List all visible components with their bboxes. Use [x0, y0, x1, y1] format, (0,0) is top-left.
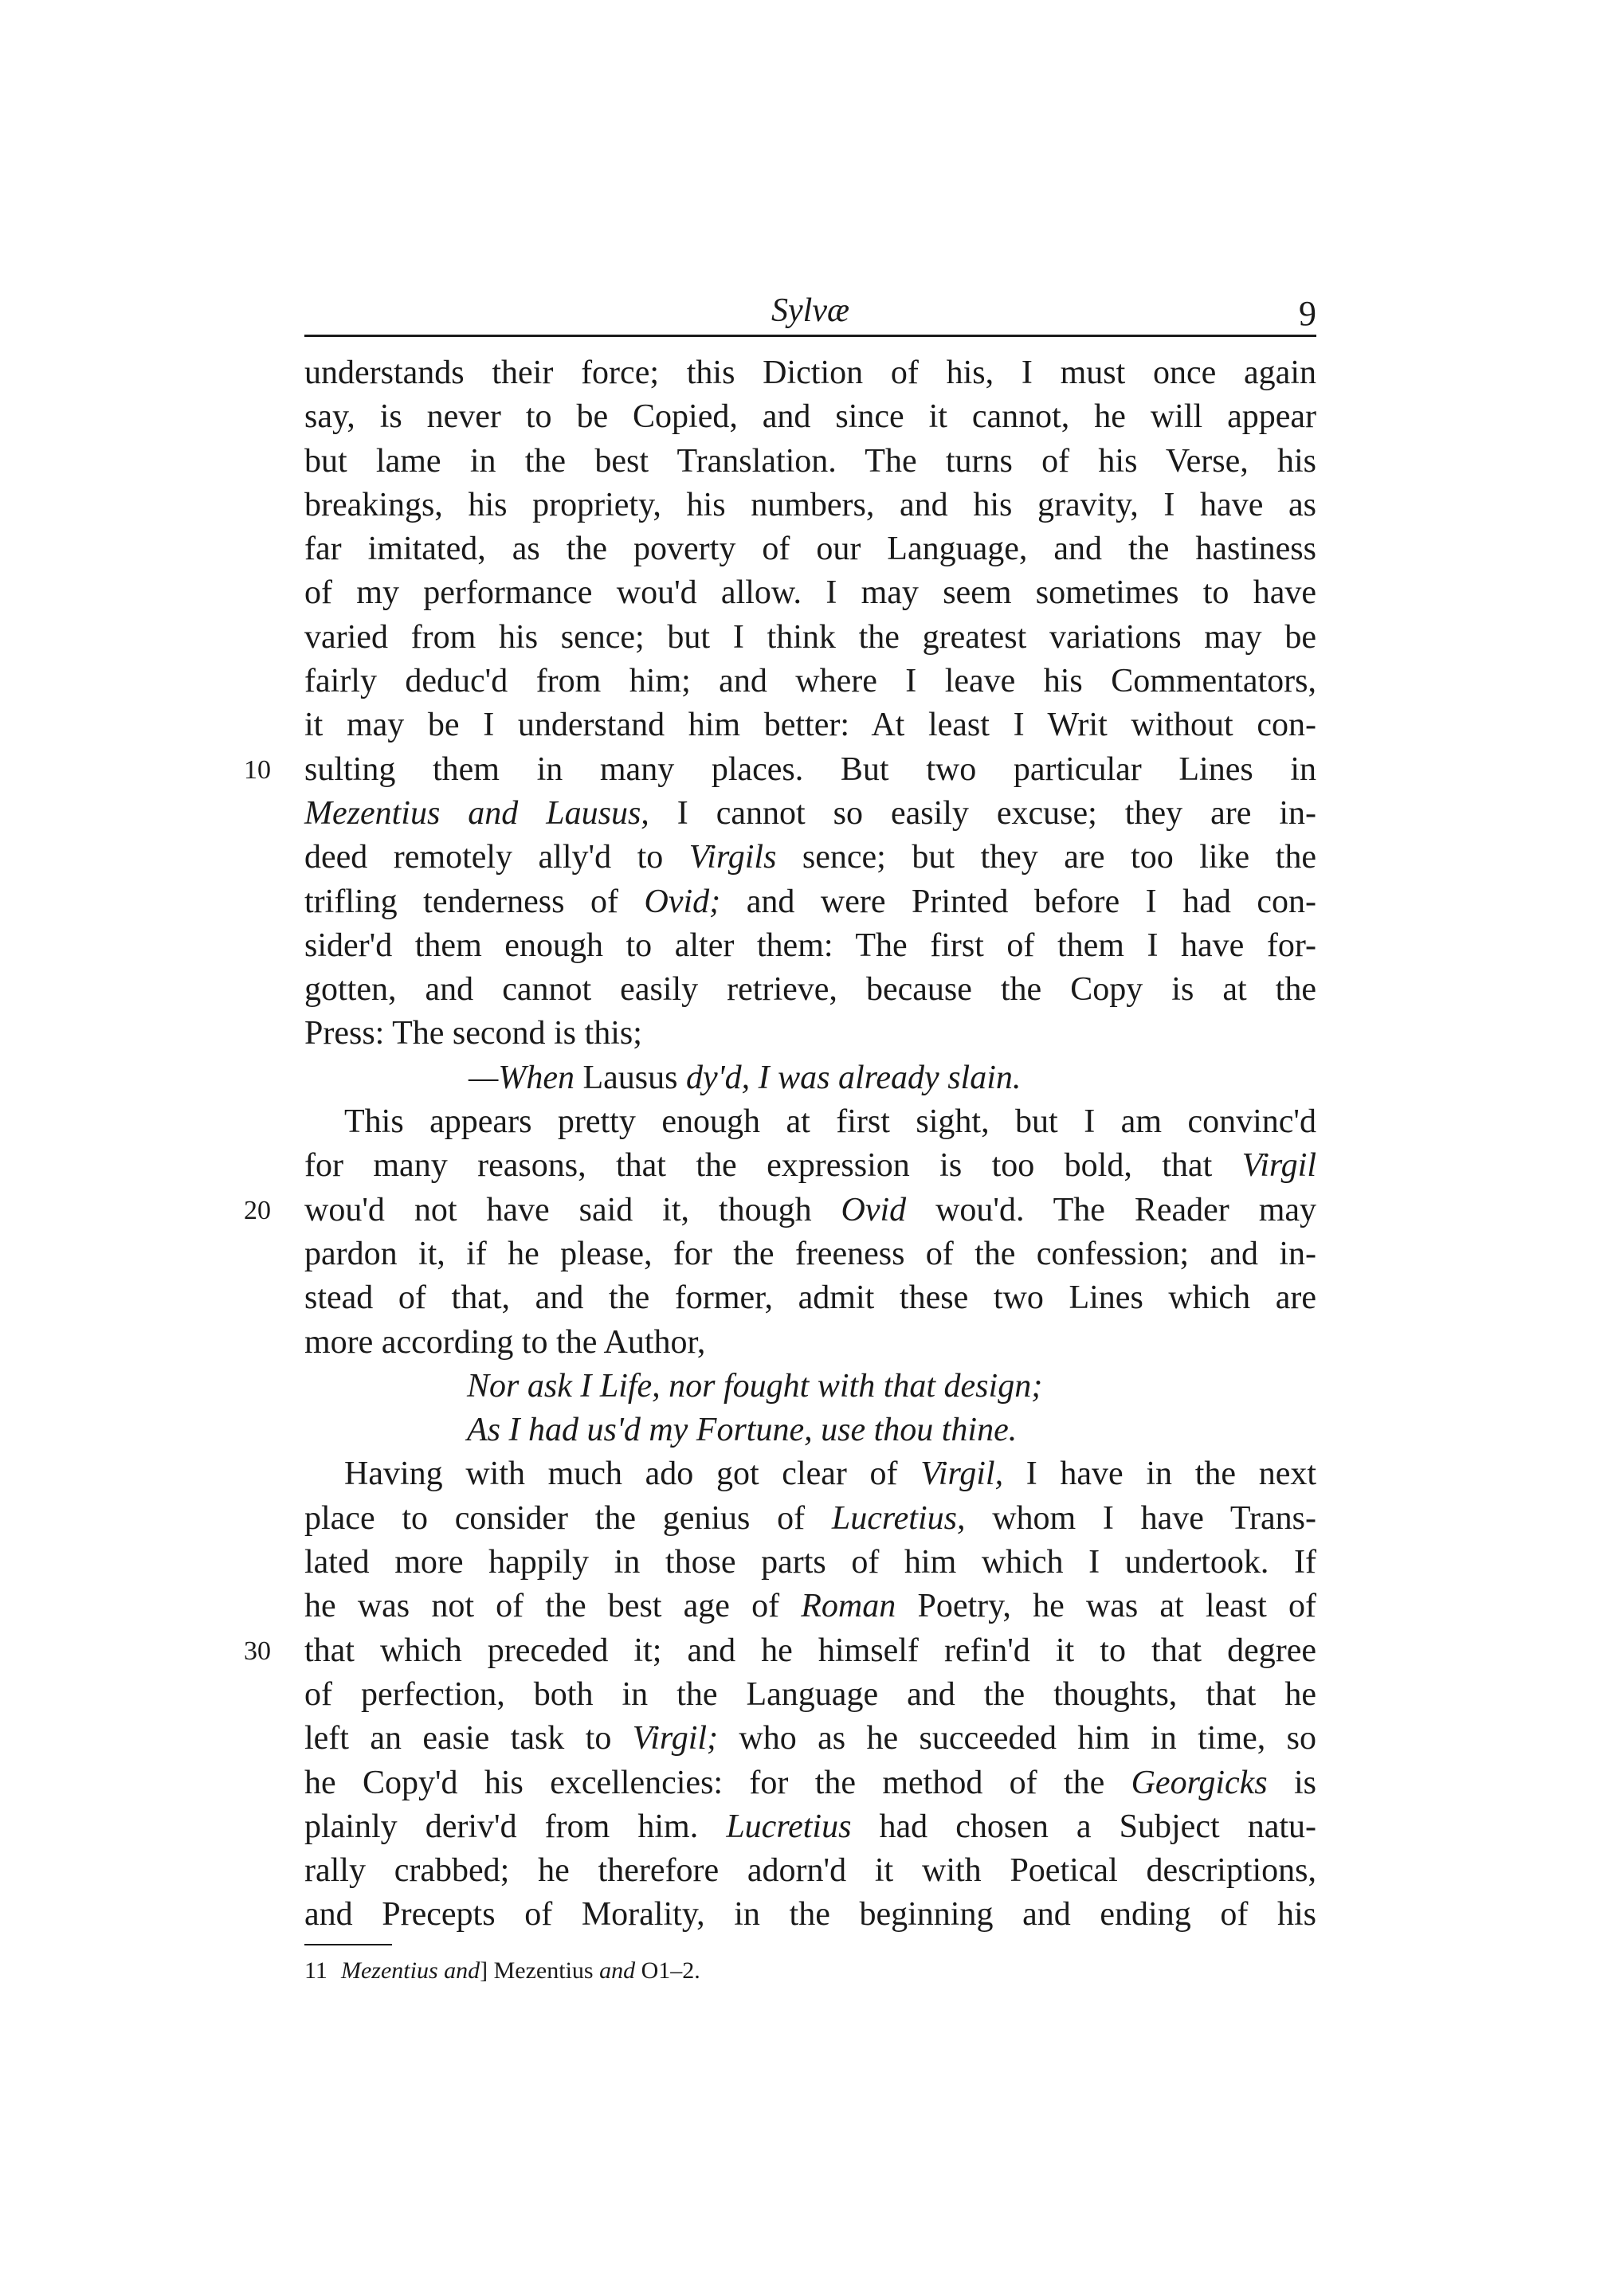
text-line: far imitated, as the poverty of our Language, and the hastiness [304, 531, 1316, 568]
text-line: understands their force; this Diction of his, I must once again [304, 355, 1316, 391]
line-number: 30 [244, 1636, 271, 1666]
text-line: 30 that which preceded it; and he himself refin'd it to that degree [304, 1629, 1316, 1673]
footnote-rule [304, 1944, 392, 1945]
text-line: rally crabbed; he therefore adorn'd it with Poetical descriptions, [304, 1852, 1316, 1890]
page-header [304, 287, 1316, 337]
footnote: 11 Mezentius and] Mezentius and O1–2. [304, 1955, 1316, 1987]
line-number: 20 [244, 1195, 271, 1225]
text-line: for many reasons, that the expression is too bold, that Virgil [304, 1147, 1316, 1185]
text-line: trifling tenderness of Ovid; and were Printed before I had con- [304, 883, 1317, 920]
text-line: pardon it, if he please, for the freeness of the confession; and in- [304, 1235, 1316, 1272]
text-line: Having with much ado got clear of Virgil, I have in the next [344, 1456, 1317, 1493]
verse-quotation: Nor ask I Life, nor fought with that design; [467, 1367, 1043, 1405]
text-line: varied from his sence; but I think the greatest variations may be [304, 618, 1316, 656]
text-line: 20 wou'd not have said it, though Ovid wou'd. The Reader may [304, 1189, 1316, 1232]
footnote-number: 11 [304, 1957, 327, 1984]
text-line: of perfection, both in the Language and the thoughts, that he [304, 1675, 1316, 1713]
text-line: lated more happily in those parts of him which I undertook. If [304, 1544, 1316, 1581]
text-line: fairly deduc'd from him; and where I leave his Commentators, [304, 663, 1316, 700]
text-line: it may be I understand him better: At least I Writ without con- [304, 707, 1316, 744]
text-line: gotten, and cannot easily retrieve, because the Copy is at the [304, 971, 1316, 1009]
text-line: plainly deriv'd from him. Lucretius had chosen a Subject natu- [304, 1808, 1317, 1845]
text-line: of my performance wou'd allow. I may seem sometimes to have [304, 574, 1316, 612]
book-page [244, 287, 1317, 1987]
verse-quotation: —When Lausus dy'd, I was already slain. [469, 1059, 1022, 1096]
text-line: and Precepts of Morality, in the beginning and ending of his [304, 1896, 1316, 1934]
text-line: This appears pretty enough at first sight, but I am convinc'd [344, 1103, 1316, 1141]
line-number: 10 [244, 754, 271, 785]
text-line: stead of that, and the former, admit these two Lines which are [304, 1279, 1316, 1317]
text-line: left an easie task to Virgil; who as he succeeded him in time, so [304, 1720, 1317, 1757]
page-number: 9 [1299, 294, 1316, 333]
body-text [244, 351, 1317, 1937]
text-line: place to consider the genius of Lucretius, whom I have Trans- [304, 1499, 1317, 1537]
text-line: more according to the Author, [304, 1323, 706, 1361]
text-line: 10 sulting them in many places. But two particular Lines in [304, 748, 1316, 792]
text-line: he was not of the best age of Roman Poetry, he was at least of [304, 1588, 1316, 1625]
verse-quotation: As I had us'd my Fortune, use thou thine. [467, 1412, 1018, 1449]
text-line: Press: The second is this; [304, 1015, 642, 1052]
text-line: but lame in the best Translation. The turns of his Verse, his [304, 442, 1316, 480]
text-line: he Copy'd his excellencies: for the method of the Georgicks is [304, 1764, 1316, 1801]
running-title: Sylvæ [771, 292, 849, 329]
text-line: deed remotely ally'd to Virgils sence; but they are too like the [304, 839, 1316, 876]
text-line: Mezentius and Lausus, I cannot so easily excuse; they are in- [304, 794, 1316, 832]
text-line: say, is never to be Copied, and since it cannot, he will appear [304, 398, 1316, 436]
text-line: breakings, his propriety, his numbers, and his gravity, I have as [304, 486, 1316, 523]
text-line: sider'd them enough to alter them: The first of them I have for- [304, 927, 1316, 964]
